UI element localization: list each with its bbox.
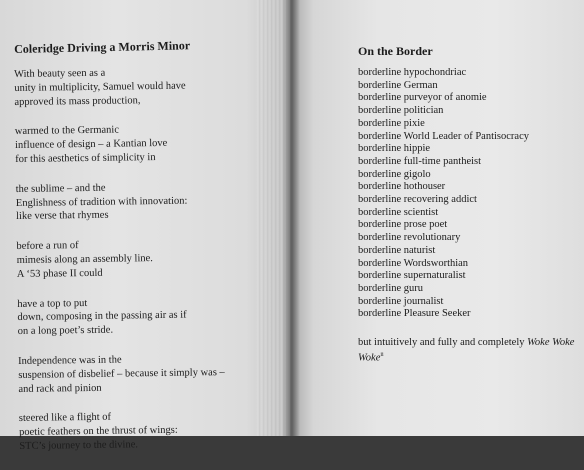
stanza bbox=[14, 65, 265, 110]
poem-line: borderline full-time pantheist bbox=[358, 155, 482, 167]
poem-line: suspension of disbelief – because it simply was – bbox=[18, 366, 225, 381]
poem-title-coleridge: Coleridge Driving a Morris Minor bbox=[14, 38, 191, 56]
poem-line: have a top to put bbox=[17, 297, 88, 310]
stanza bbox=[16, 179, 267, 224]
stanza bbox=[18, 351, 269, 396]
poem-line: warmed to the Germanic bbox=[14, 124, 120, 138]
poem-line: steered like a flight of bbox=[18, 412, 112, 425]
book-gutter bbox=[282, 0, 300, 436]
poem-line: A ‘53 phase II could bbox=[16, 267, 103, 280]
closing-emphasis-1: Woke Woke bbox=[527, 337, 575, 348]
poem-line: borderline guru bbox=[358, 282, 424, 294]
poem-line: STC’s journey to the divine. bbox=[19, 439, 139, 452]
poem-line: borderline revolutionary bbox=[358, 232, 461, 244]
poem-line: borderline journalist bbox=[358, 295, 444, 307]
closing-text: but intuitively and fully and completely bbox=[358, 337, 525, 348]
poem-line: for this aesthetics of simplicity in bbox=[15, 152, 156, 165]
poem-line: approved its mass production, bbox=[14, 94, 141, 108]
poem-line: mimesis along an assembly line. bbox=[16, 253, 153, 266]
right-poem-body bbox=[358, 67, 578, 321]
poem-line: borderline purveyor of anomie bbox=[358, 92, 487, 104]
poem-line: With beauty seen as a bbox=[14, 67, 106, 80]
poem-line: borderline scientist bbox=[358, 206, 439, 218]
poem-line: and rack and pinion bbox=[18, 382, 102, 395]
right-page bbox=[290, 0, 584, 436]
left-poem-body bbox=[14, 65, 270, 470]
left-page bbox=[0, 0, 290, 452]
poem-line: unity in multiplicity, Samuel would have bbox=[14, 80, 186, 94]
poem-line: poetic feathers on the thrust of wings: bbox=[19, 424, 178, 439]
poem-line: Independence was in the bbox=[18, 354, 122, 367]
poem-title-on-the-border: On the Border bbox=[358, 44, 433, 58]
stanza bbox=[15, 122, 266, 167]
stanza bbox=[19, 409, 270, 454]
poem-line: borderline politician bbox=[358, 105, 444, 117]
poem-line: borderline supernaturalist bbox=[358, 270, 466, 282]
closing-stanza bbox=[358, 336, 578, 365]
poem-line: borderline pixie bbox=[358, 117, 425, 129]
poem-line: borderline prose poet bbox=[358, 219, 448, 231]
poem-line: borderline World Leader of Pantisocracy bbox=[358, 130, 529, 142]
poem-line: influence of design – a Kantian love bbox=[15, 138, 168, 152]
stanza bbox=[17, 294, 268, 339]
poem-line: Englishness of tradition with innovation: bbox=[15, 195, 188, 209]
poem-line: before a run of bbox=[16, 240, 79, 253]
poem-line: borderline Wordsworthian bbox=[358, 257, 469, 269]
closing-emphasis-2: Woke bbox=[358, 352, 381, 364]
poem-line: borderline hippie bbox=[358, 143, 431, 155]
poem-line: borderline German bbox=[358, 79, 438, 91]
poem-line: borderline Pleasure Seeker bbox=[358, 308, 471, 320]
poem-line: borderline hothouser bbox=[358, 181, 446, 193]
poem-line: borderline recovering addict bbox=[358, 194, 477, 206]
poem-line: borderline hypochondriac bbox=[358, 67, 467, 78]
poem-line: down, composing in the passing air as if bbox=[17, 309, 187, 324]
footnote-marker: ii bbox=[380, 352, 384, 358]
stanza bbox=[16, 237, 267, 282]
poem-line: borderline naturist bbox=[358, 244, 436, 256]
poem-line: on a long poet’s stride. bbox=[17, 324, 114, 338]
poem-line: the sublime – and the bbox=[15, 182, 106, 195]
poem-line: like verse that rhymes bbox=[16, 210, 109, 223]
poem-line: borderline gigolo bbox=[358, 168, 431, 180]
